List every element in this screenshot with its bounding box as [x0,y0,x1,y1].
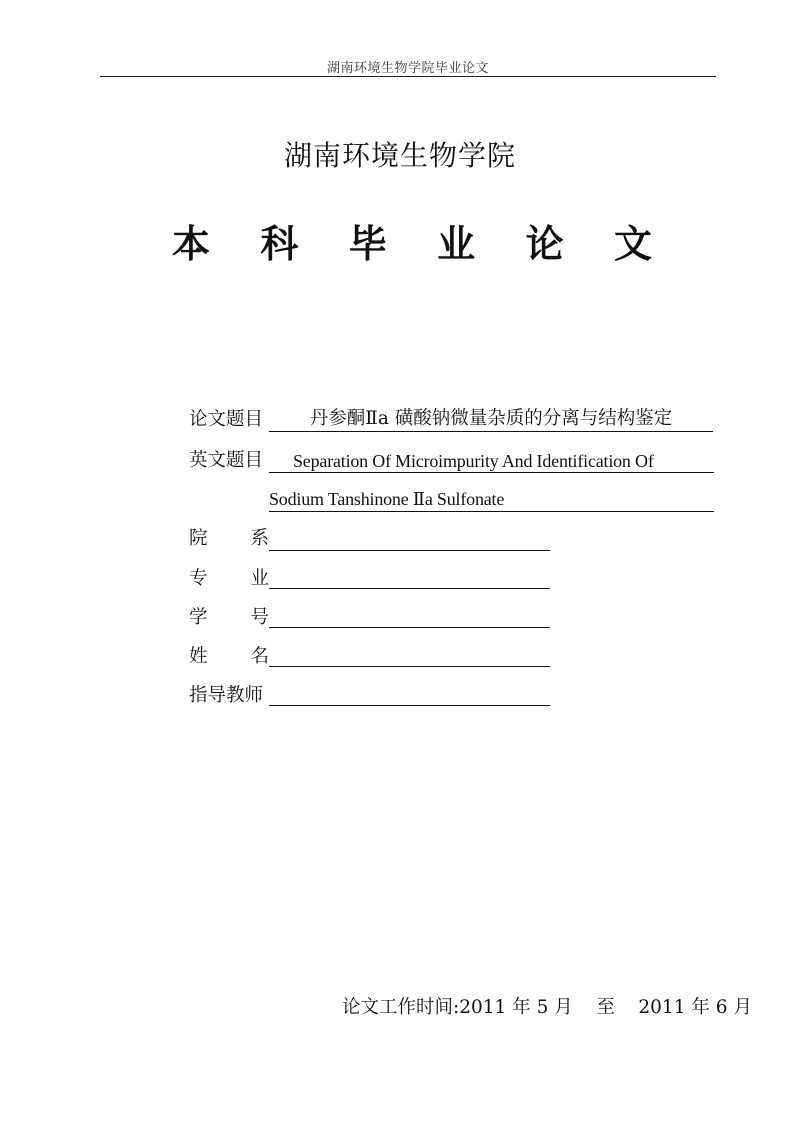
student-id-label-char: 学 [189,607,208,628]
thesis-type-char: 论 [525,222,564,266]
header-divider [100,76,716,77]
major-label-char: 专 [189,568,208,589]
name-label-char: 名 [250,646,269,667]
major-label [189,566,269,592]
student-id-label-char: 号 [250,607,269,628]
major-field [269,564,550,589]
department-label-char: 院 [189,528,208,549]
student-id-label [189,605,269,631]
department-label [189,526,269,552]
work-period-end-month: 6 [715,997,728,1018]
thesis-type-char: 科 [260,222,299,266]
work-period-year-unit: 年 [512,997,531,1018]
work-period-year-unit: 年 [691,997,710,1018]
thesis-type-char: 毕 [348,222,387,266]
title-cn-field: 丹参酮Ⅱa 磺酸钠微量杂质的分离与结构鉴定 [269,407,713,432]
work-period [342,995,752,1021]
title-cn-label: 论文题目 [189,409,264,430]
advisor-field [269,681,550,706]
work-period-start-year: 2011 [459,997,507,1018]
title-en-label: 英文题目 [189,450,264,471]
thesis-type-char: 文 [613,222,652,266]
thesis-type-heading [172,213,652,268]
running-header-title: 湖南环境生物学院毕业论文 [326,61,489,76]
department-label-char: 系 [250,528,269,549]
title-en-field-line2: Sodium Tanshinone Ⅱa Sulfonate [269,487,714,512]
work-period-month-unit: 月 [554,997,573,1018]
name-label-char: 姓 [189,646,208,667]
work-period-end-year: 2011 [638,997,686,1018]
thesis-type-char: 业 [437,222,476,266]
school-name: 湖南环境生物学院 [283,139,516,172]
major-label-char: 业 [250,568,269,589]
student-id-field [269,603,550,628]
department-field [269,526,550,551]
title-en-field-line1: Separation Of Microimpurity And Identification Of [269,449,714,473]
thesis-type-char: 本 [172,222,211,266]
work-period-prefix: 论文工作时间: [342,997,460,1018]
work-period-month-unit: 月 [733,997,752,1018]
work-period-to: 至 [596,997,615,1018]
work-period-start-month: 5 [536,997,549,1018]
name-label [189,644,269,670]
name-field [269,642,550,667]
advisor-label: 指导教师 [189,685,264,706]
